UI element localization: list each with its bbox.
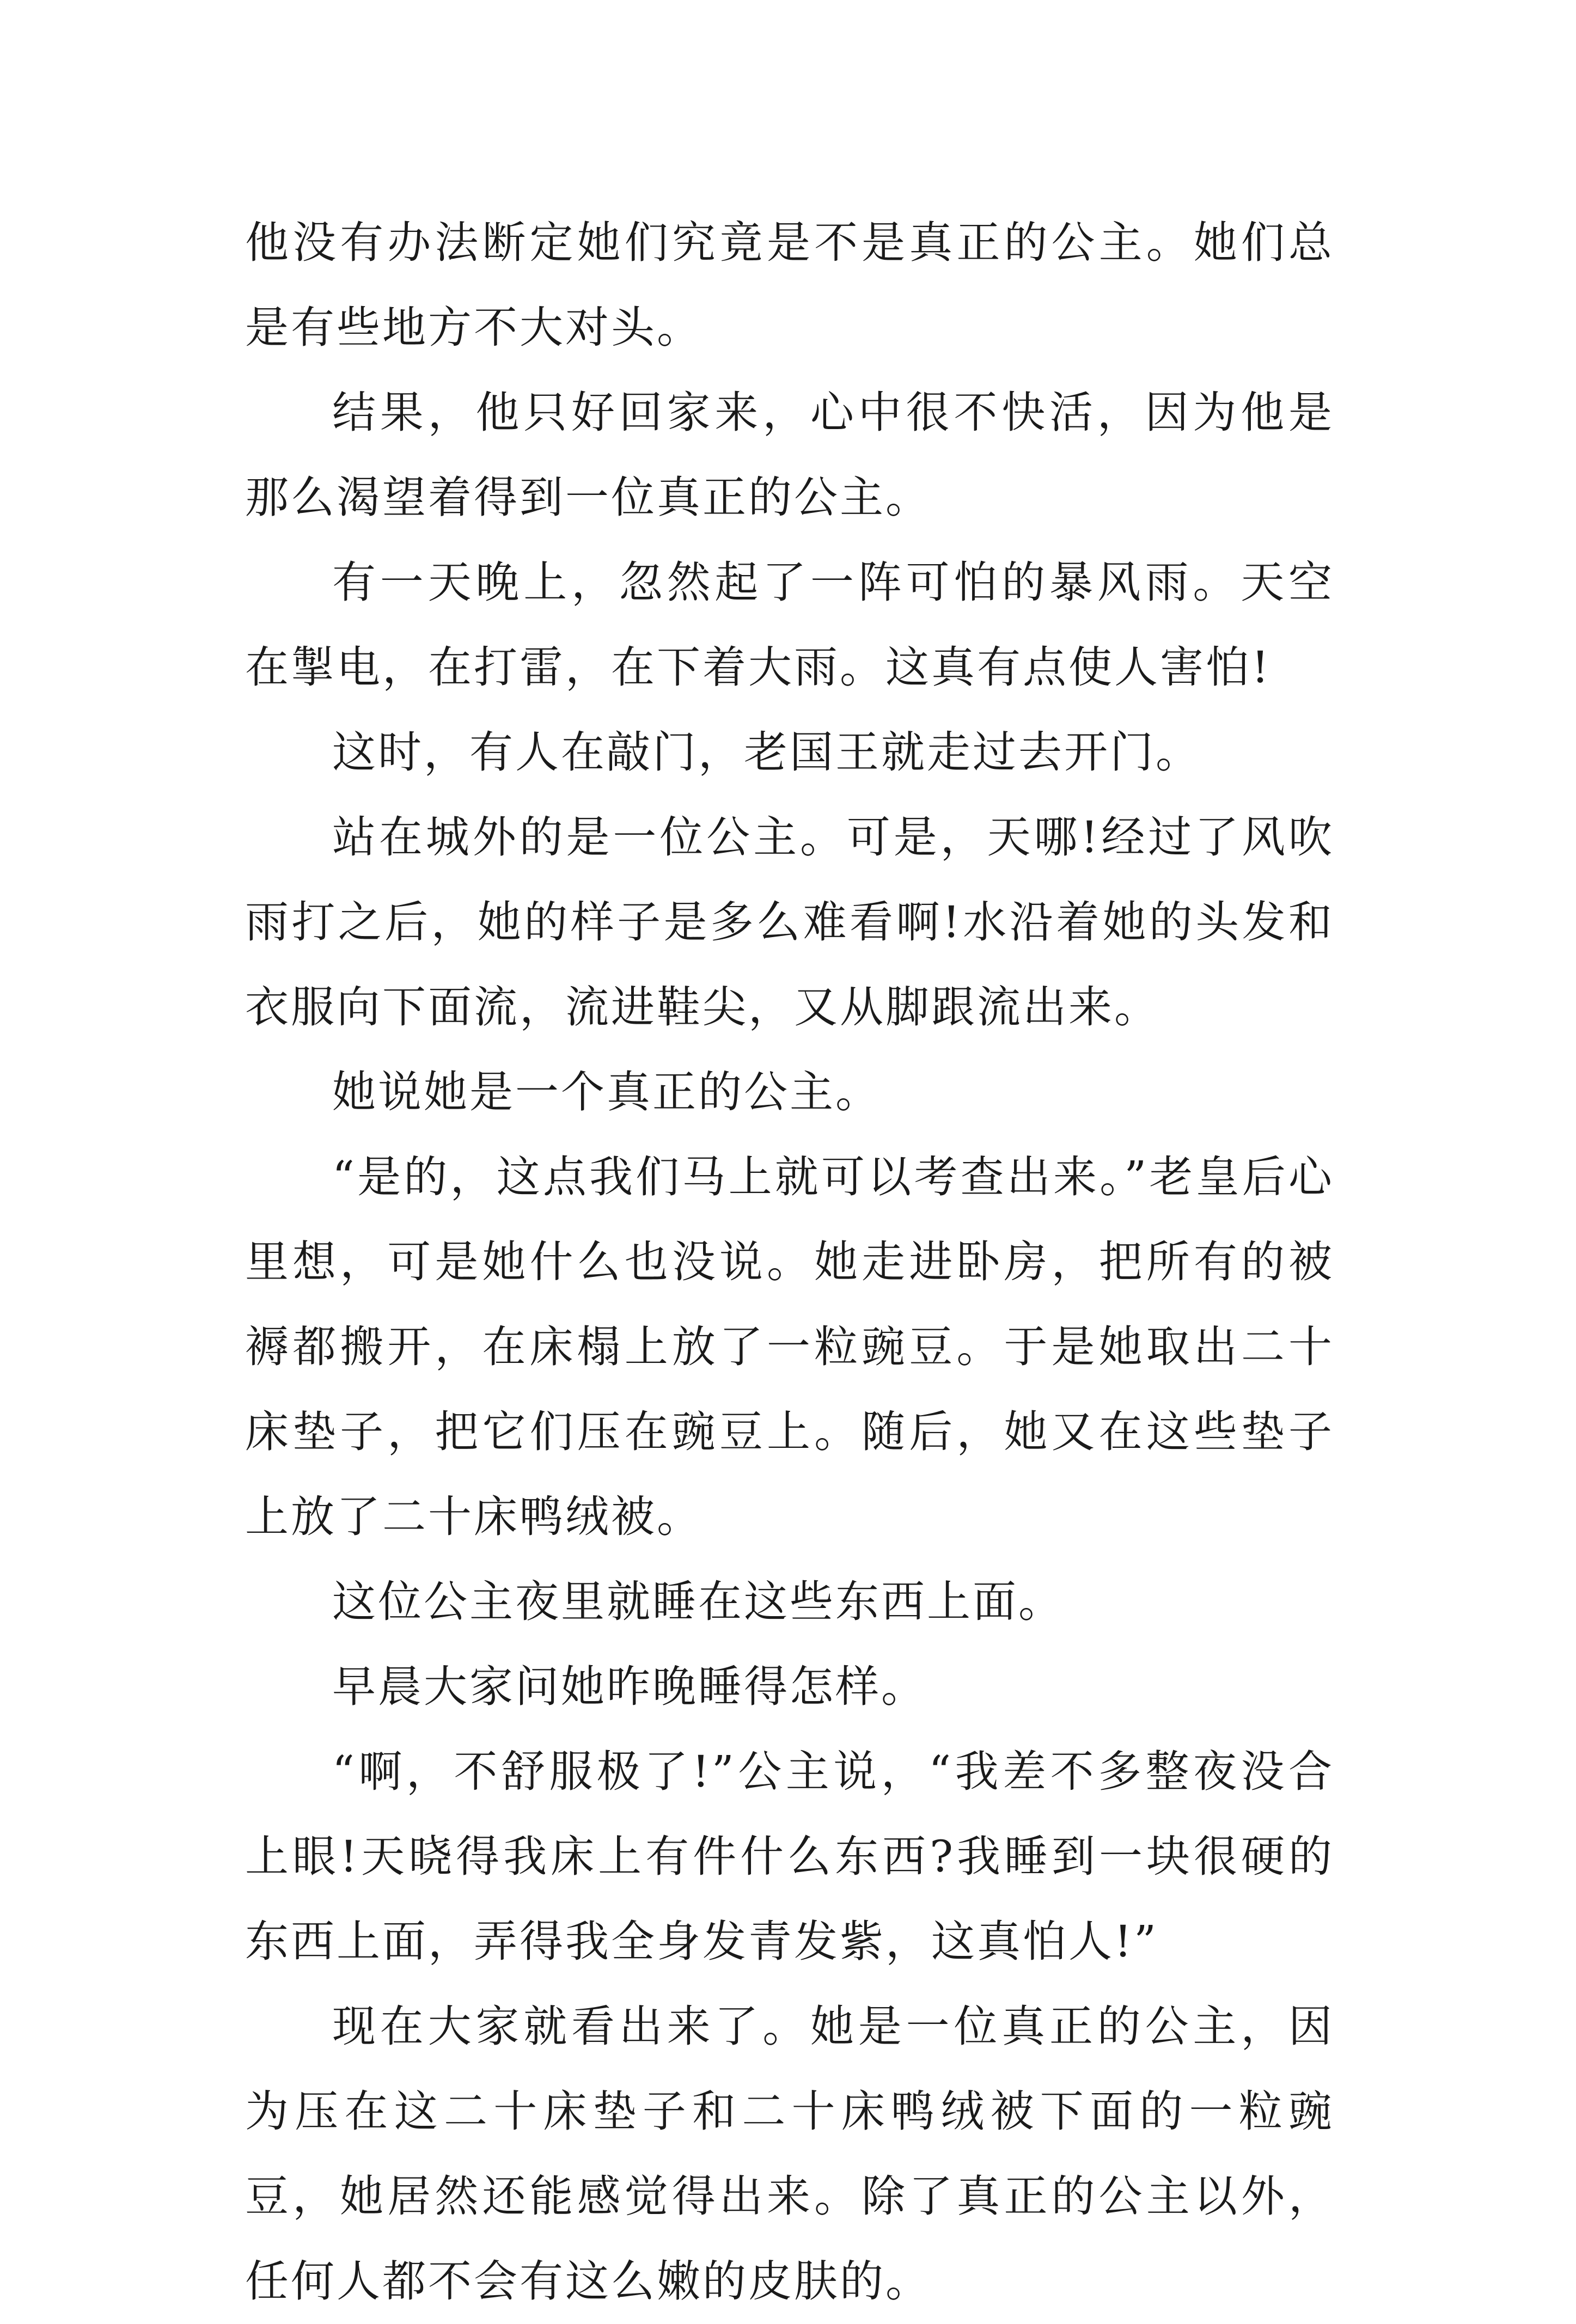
paragraph: 有一天晚上，忽然起了一阵可怕的暴风雨。天空在掣电，在打雷，在下着大雨。这真有点使人害怕! [245, 557, 1334, 693]
paragraph: “是的，这点我们马上就可以考查出来。”老皇后心里想，可是她什么也没说。她走进卧房，把所有的被褥都搬开，在床榻上放了一粒豌豆。于是她取出二十床垫子，把它们压在豌豆上。随后，她又在这些垫子上放了二十床鸭绒被。 [245, 1152, 1334, 1542]
paragraph: 这位公主夜里就睡在这些东西上面。 [332, 1576, 1064, 1627]
paragraph: 他没有办法断定她们究竟是不是真正的公主。她们总是有些地方不大对头。 [245, 217, 1334, 353]
paragraph: 现在大家就看出来了。她是一位真正的公主，因为压在这二十床垫子和二十床鸭绒被下面的一粒豌豆，她居然还能感觉得出来。除了真正的公主以外，任何人都不会有这么嫩的皮肤的。 [245, 2001, 1334, 2307]
document-body [245, 200, 1334, 2324]
paragraph: 她说她是一个真正的公主。 [332, 1067, 881, 1117]
paragraph: 早晨大家问她昨晚睡得怎样。 [332, 1661, 927, 1712]
paragraph: 结果，他只好回家来，心中很不快活，因为他是那么渴望着得到一位真正的公主。 [245, 387, 1334, 523]
paragraph: 站在城外的是一位公主。可是，天哪!经过了风吹雨打之后，她的样子是多么难看啊!水沿着她的头发和衣服向下面流，流进鞋尖，又从脚跟流出来。 [245, 812, 1334, 1032]
paragraph: “啊，不舒服极了!”公主说，“我差不多整夜没合上眼!天晓得我床上有件什么东西?我睡到一块很硬的东西上面，弄得我全身发青发紫，这真怕人!” [245, 1746, 1334, 1967]
paragraph: 这时，有人在敲门，老国王就走过去开门。 [332, 727, 1201, 778]
